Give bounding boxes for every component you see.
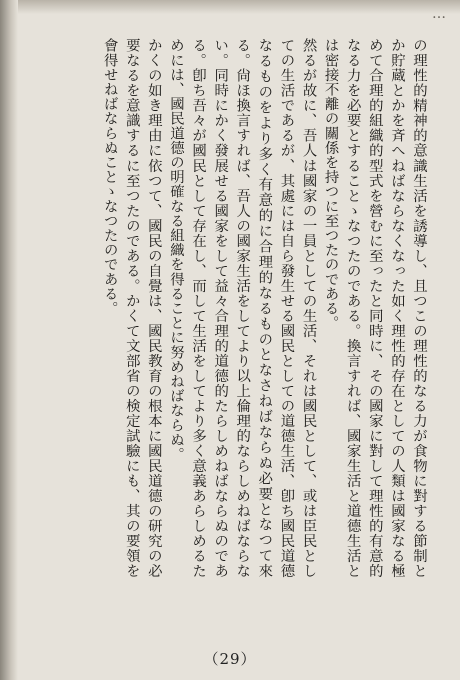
page-number: （29） bbox=[203, 650, 257, 668]
page-binding-shadow bbox=[0, 0, 18, 680]
paragraph-1: の理性的精神的意識生活を誘導し、且つこの理性的なる力が食物に對する節制とか貯蔵とかを斉へねばならなくなった如く理性的存在としての人類は國家なる極めて合理的組織的型式を營むに至ったと同時に、その國家に對して理性的有意的なる力を必要とすることゝなつたのである。換言すれば、國家生活と道德生活とは密接不離の關係を持つに至つたのである。 bbox=[322, 38, 427, 578]
paragraph-3: かくの如き理由に依つて、國民の自覺は、國民教育の根本に國民道德の研究の必要なるを意識するに至つたのである。かくて文部省の検定試驗にも、其の要領を會得せねばならぬことゝなつたのである。 bbox=[101, 38, 162, 578]
paragraph-2: 然るが故に、吾人は國家の一員としての生活、それは國民として、或は臣民としての生活であるが、其處には自ら發生せる國民としての道德生活、卽ち國民道德なるものをより多く有意的に合理的なるものとなさねばならぬ必要となつて來る。尙ほ換言すれば、吾人の國家生活をしてより以上倫理的ならしめねばならない。同時にかく發展せる國家をして益々合理的道德的たらしめねばならぬのである。卽ち吾々が國民として存在し、而して生活をしてより多く意義あらしめるためには、國民道德の明確なる組織を得ることに努めねばならぬ。 bbox=[167, 38, 317, 578]
page-top-shadow bbox=[0, 0, 460, 14]
corner-mark: … bbox=[432, 6, 446, 22]
vertical-text-block bbox=[30, 38, 430, 578]
